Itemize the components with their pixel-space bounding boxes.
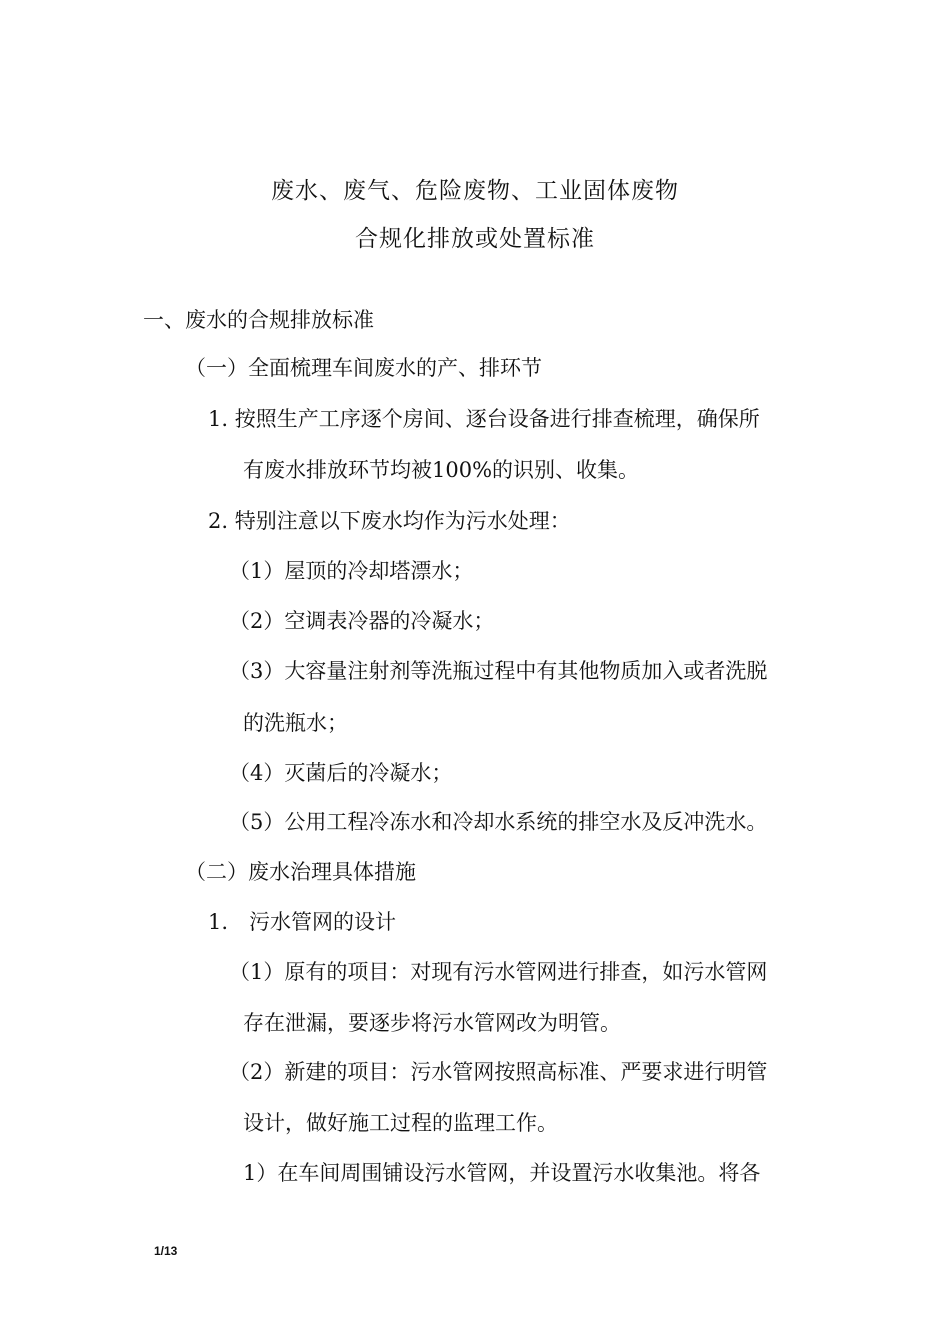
list-item-5: （5）公用工程冷冻水和冷却水系统的排空水及反冲洗水。: [229, 810, 768, 834]
document-title-line-2: 合规化排放或处置标准: [355, 226, 595, 252]
paragraph-item-1-continuation: 有废水排放环节均被100%的识别、收集。: [243, 458, 640, 482]
page-number: 1/13: [154, 1244, 178, 1258]
section-heading-wastewater: 一、废水的合规排放标准: [143, 308, 374, 332]
list-item-6-continuation: 存在泄漏，要逐步将污水管网改为明管。: [243, 1011, 621, 1035]
list-item-6: （1）原有的项目：对现有污水管网进行排查，如污水管网: [229, 960, 768, 984]
sub-list-item-1: 1）在车间周围铺设污水管网，并设置污水收集池。将各: [243, 1161, 761, 1185]
subsection-heading-2: （二）废水治理具体措施: [185, 860, 416, 884]
list-item-3-continuation: 的洗瓶水；: [243, 711, 348, 735]
list-item-4: （4）灭菌后的冷凝水；: [229, 761, 453, 785]
paragraph-item-2: 2. 特别注意以下废水均作为污水处理：: [208, 509, 571, 533]
list-item-3: （3）大容量注射剂等洗瓶过程中有其他物质加入或者洗脱: [229, 659, 768, 683]
paragraph-item-1: 1. 按照生产工序逐个房间、逐台设备进行排查梳理，确保所: [208, 407, 760, 431]
list-item-2: （2）空调表冷器的冷凝水；: [229, 609, 495, 633]
list-item-7: （2）新建的项目：污水管网按照高标准、严要求进行明管: [229, 1060, 768, 1084]
subsection-heading-1: （一）全面梳理车间废水的产、排环节: [185, 356, 542, 380]
list-item-1: （1）屋顶的冷却塔漂水；: [229, 559, 474, 583]
list-item-7-continuation: 设计，做好施工过程的监理工作。: [243, 1111, 558, 1135]
paragraph-item-3: 1. 污水管网的设计: [208, 910, 397, 934]
document-title-line-1: 废水、废气、危险废物、工业固体废物: [271, 178, 679, 204]
